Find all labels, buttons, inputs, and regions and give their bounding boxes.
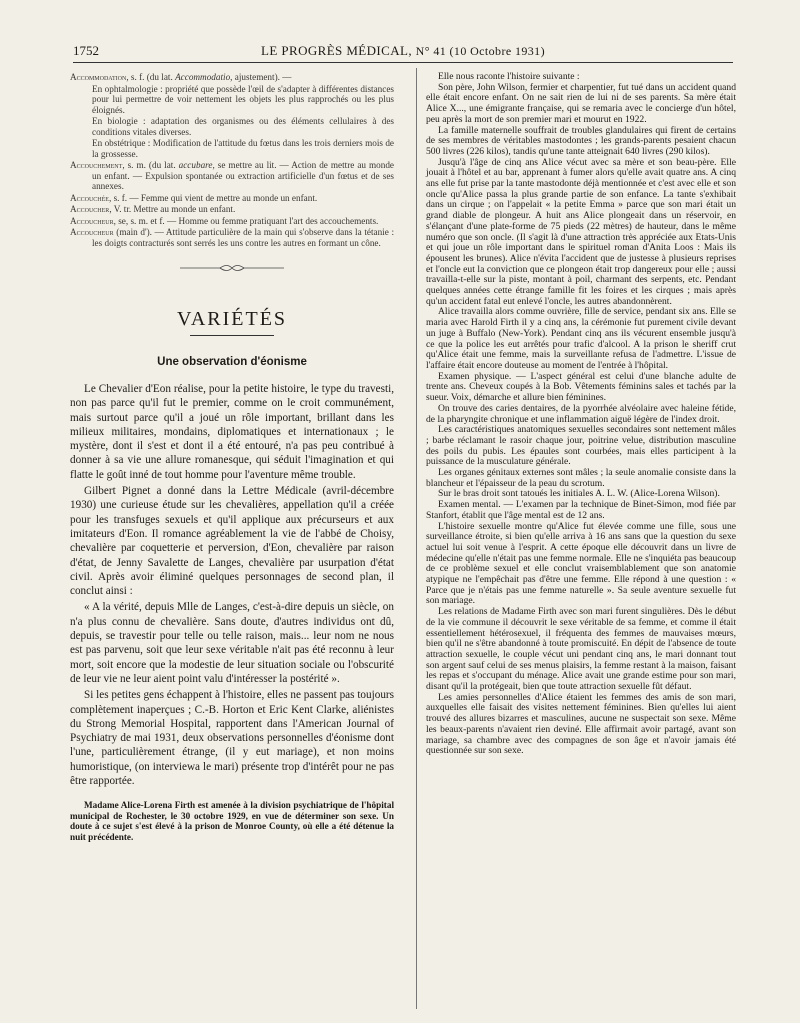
dictionary-entry bbox=[70, 72, 394, 83]
ornament-divider bbox=[70, 261, 394, 275]
entry-term: Accouchement bbox=[70, 160, 123, 170]
article-body-left bbox=[70, 382, 394, 788]
page-number: 1752 bbox=[73, 43, 99, 58]
article-paragraph: Examen physique. — L'aspect général est celui d'une blanche adulte de trente ans. Cheveux coupés à la Bob. Vêtements féminins sales et tachés par la sueur. Voix, démarche et allure bien féminines. bbox=[426, 370, 736, 404]
right-column bbox=[426, 72, 736, 757]
page-header bbox=[73, 43, 733, 61]
subentry-text: En ophtalmologie : propriété que possède l'œil de s'adapter à différentes distances pour lui permettre de voir nettement les objets les plus rapprochés ou les plus éloignés. bbox=[92, 83, 394, 115]
dictionary-subentry bbox=[70, 138, 394, 159]
entry-term: Accommodation bbox=[70, 72, 127, 82]
dictionary-subentry bbox=[70, 84, 394, 116]
article-paragraph: Si les petites gens échappent à l'histoire, elles ne passent pas toujours complètement inaperçues ; C.-B. Horton et Eric Kent Clarke, aliénistes du Strong Memorial Hospital, rapportent dans l'American Journal of Psychiatry de mai 1931, deux observations personnelles d'éonisme dont l'une, particulièrement étrange, (il y eut mariage), et non moins humoristique, (on interviewa le mari) présente trop d'intérêt pour ne pas être rapportée. bbox=[70, 689, 394, 788]
subentry-text: En obstétrique : Modification de l'attitude du fœtus dans les trois derniers mois de la grossesse. bbox=[92, 138, 394, 159]
running-title: LE PROGRÈS MÉDICAL, bbox=[261, 43, 412, 58]
article-paragraph: On trouve des caries dentaires, de la pyorrhée alvéolaire avec haleine fétide, de la pharyngite chronique et une inflammation aiguë légère de l'index droit. bbox=[426, 402, 736, 425]
entry-grammar: (main d'). — bbox=[113, 227, 166, 237]
case-intro bbox=[70, 800, 394, 842]
entry-definition: Femme qui vient de mettre au monde un enfant. bbox=[140, 192, 318, 203]
dictionary-entry bbox=[70, 160, 394, 192]
article-paragraph: Elle nous raconte l'histoire suivante : bbox=[438, 71, 580, 82]
entry-term: Accouchée bbox=[70, 192, 109, 203]
article-paragraph: Les amies personnelles d'Alice étaient les femmes des amis de son mari, auxquelles elle faisait des visites nettement féminines. Bien qu'elles lui aient trouvé des allures bizarres et masculines, aucune ne suspectait son sexe. Même les beaux-parents n'avaient rien deviné. Elle affirmait avoir partagé, avant son mariage, sa chambre avec des compagnes de son âge et n'avoir jamais été questionnée sur son sexe. bbox=[426, 691, 736, 757]
header-rule bbox=[73, 62, 733, 63]
entry-term: Accoucher bbox=[70, 204, 110, 214]
subentry-text: En biologie : adaptation des organismes ou des éléments cellulaires à des conditions vitales diverses. bbox=[92, 116, 394, 137]
article-paragraph: Alice travailla alors comme ouvrière, fille de service, pendant six ans. Elle se maria avec Harold Firth il y a cinq ans, la cérémonie fut purement civile devant un juge à Buffalo (New-York). Pendant cinq ans ils vécurent ensemble jusqu'à ce que la police les eut arrêtés pour trafic d'alcool. A la prison le sheriff crut qu'Alice était une femme, mais la surveillante refusa de l'admettre. L'issue de l'affaire était encore douteuse au moment de l'entrée à l'hôpital. bbox=[426, 306, 736, 371]
dictionary-subentry bbox=[70, 116, 394, 137]
article-paragraph: Les caractéristiques anatomiques sexuelles secondaires sont nettement mâles ; barbe réclamant le rasoir chaque jour, poitrine velue, distribution masculine des poils du pubis. Les épaules sont courbées, mais elles participent à la puissance de la musculature générale. bbox=[426, 424, 736, 468]
dictionary-entry bbox=[70, 227, 394, 248]
dictionary-entries bbox=[70, 72, 394, 248]
entry-term: Accoucheur bbox=[70, 215, 114, 226]
dictionary-entry bbox=[70, 216, 394, 227]
article-paragraph: Les organes génitaux externes sont mâles ; la seule anomalie consiste dans la blancheur et l'épaisseur de la peau du scrotum. bbox=[426, 467, 736, 489]
article-paragraph: Les relations de Madame Firth avec son mari furent singulières. Dès le début de la vie commune il découvrit le sexe véritable de sa femme, et comme il était essentiellement hétérosexuel, il fréquenta des femmes de mauvaises mœurs, bien qu'il ne s'être abandonné à toute promiscuité. En dépit de l'absence de toute attraction sexuelle, le couple vécut uni pendant cinq ans, le mari donnant tout son argent sauf celui de ses menus plaisirs, la femme restant à la maison, faisant les repas et s'occupant du ménage. Alice avait une grande estime pour son mari, disant qu'il la protégeait, bien que toute attraction sexuelle fût défaut. bbox=[426, 606, 736, 693]
article-paragraph: Sur le bras droit sont tatoués les initiales A. L. W. (Alice-Lorena Wilson). bbox=[438, 488, 720, 500]
entry-etymology: Accommodatio, bbox=[175, 72, 235, 82]
dictionary-entry bbox=[70, 193, 394, 204]
entry-grammar: , s. m. (du lat. bbox=[122, 160, 179, 170]
article-paragraph: Examen mental. — L'examen par la technique de Binet-Simon, mod fiée par Stanfort, établit que l'âge mental est de 12 ans. bbox=[426, 499, 736, 521]
article-paragraph: La famille maternelle souffrait de troubles glandulaires qui firent de certains de ses membres de véritables mastodontes ; les grands-parents pesaient chacun 500 livres (226 kilos), tandis qu'une tante atteignait 640 livres (290 kilos). bbox=[426, 124, 736, 157]
issue-date: N° 41 (10 Octobre 1931) bbox=[415, 44, 545, 58]
article-paragraph: Gilbert Pignet a donné dans la Lettre Médicale (avril-décembre 1930) une curieuse étude sur les chevalières, appellation qu'il a créée pour les transfuges sexuels et qu'il applique aux précurseurs et aux imitateurs d'Eon. Il romance agréablement la vie de l'abbé de Choisy, chevalière par coquetterie et perversion, d'Eon, chevalière par raison d'état, de Jenny Savalette de Langes, chevalière par usurpation d'état civil. Après avoir éliminé quelques personnages de second plan, il conclut ainsi : bbox=[70, 485, 394, 598]
entry-grammar: , s. f. (du lat. bbox=[126, 72, 176, 82]
section-title: VARIÉTÉS bbox=[176, 308, 288, 330]
article-paragraph: Son père, John Wilson, fermier et charpentier, fut tué dans un accident quand elle était encore enfant. On ne sait rien de lui ni de ses parents. Sa mère était Alice X..., une émigrante française, qui se remaria avec le concierge d'un hôtel, peu après la mort de son premier mari et mourut en 1922. bbox=[426, 81, 736, 125]
entry-definition: ajustement). — bbox=[234, 72, 292, 82]
article-body-right bbox=[426, 72, 736, 757]
entry-definition: Attitude particulière de la main qui s'observe dans la tétanie : les doigts contracturés sont serrés les uns contre les autres en formant un cône. bbox=[92, 227, 394, 248]
article-paragraph: L'histoire sexuelle montre qu'Alice fut élevée comme une fille, sous une surveillance étroite, si bien qu'elle arriva à 16 ans sans que la question du sexe actuel lui soit venue à l'esprit. A cette époque elle découvrit dans un livre de médecine qu'elle n'était pas une femme normale. Elle ne s'inquiéta pas beaucoup de ce problème sexuel et elle conclut vraisemblablement que son anatomie atypique ne l'empêchait pas d'être une femme. Elle répond à une question : « Parce que je n'étais pas une femme naturelle ». Sa seule aventure sexuelle fut son mariage. bbox=[426, 520, 736, 607]
left-column bbox=[70, 72, 394, 842]
running-title-line bbox=[73, 43, 733, 59]
article-paragraph: Le Chevalier d'Eon réalise, pour la petite histoire, le type du travesti, non pas parce qu'il fut le premier, comme on le croit communément, mais surtout parce qu'il a joué un rôle important, brillant dans les milieux militaires, mondains, diplomatiques et internationaux ; le mystère, dont il s'est et dont il a été entouré, n'a pas peu contribué à donner à sa vie une allure romanesque, qui séduit l'imagination et qui flatte le goût inné de tout homme pour l'aventure même trouble. bbox=[70, 383, 394, 481]
entry-grammar: , se, s. m. et f. — bbox=[113, 215, 179, 226]
entry-definition: Homme ou femme pratiquant l'art des accouchements. bbox=[178, 215, 379, 226]
entry-etymology: accubare, bbox=[178, 160, 218, 170]
entry-definition: se mettre au lit. — Action de mettre au monde un enfant. — Expulsion spontanée ou extraction artificielle d'un fœtus et de ses annexes. bbox=[92, 160, 394, 191]
dictionary-entry bbox=[70, 204, 394, 215]
entry-grammar: , s. f. — bbox=[108, 192, 141, 203]
article-title: Une observation d'éonisme bbox=[157, 356, 307, 368]
section-title-rule bbox=[190, 335, 274, 336]
case-intro-paragraph: Madame Alice-Lorena Firth est amenée à la division psychiatrique de l'hôpital municipal de Rochester, le 30 octobre 1929, en vue de déterminer son sexe. Un doute à ce sujet s'est élevé à la prison de Monroe County, où elle a été détenue la nuit précédente. bbox=[70, 800, 394, 842]
entry-definition: Mettre au monde un enfant. bbox=[133, 204, 236, 214]
entry-grammar: , V. tr. bbox=[109, 204, 134, 214]
entry-term: Accoucheur bbox=[70, 227, 114, 237]
column-divider bbox=[416, 68, 417, 1009]
article-paragraph: « A la vérité, depuis Mlle de Langes, c'est-à-dire depuis un siècle, on n'a plus connu de chevalière. Sans doute, d'autres individus ont dû, depuis, se travestir pour telle ou telle raison, mais... leur nom ne nous est pas parvenu, soit que leur sexe véritable n'ait pas été reconnu à leur mort, soit encore que la modestie de leur situation sociale ou l'obscurité de leur vie ne leur aient point valu d'intéresser la postérité ». bbox=[70, 601, 394, 685]
article-paragraph: Jusqu'à l'âge de cinq ans Alice vécut avec sa mère et son beau-père. Elle jouait à l'hôtel et au bar, apprenant à fumer alors qu'elle avait quatre ans. A cinq ans elle fut prise par la tante mastodonte déjà mentionnée et c'est avec elle et son oncle qu'Alice passa la plus grande partie de son enfance. La tante s'exhibait dans un cirque ; on l'appelait « la petite Emma » parce que son mari était un grand diable de plongeur. A huit ans Alice plongeait dans un réservoir, en s'élançant d'une plate-forme de 75 pieds (22 mètres) de hauteur, dans le même numéro que son oncle. (Il s'agit là d'une attraction très appréciée aux Etats-Unis et qui joue un rôle important dans le spirituel roman d'Anita Loos : Mais ils épousent les brunes). Alice n'évita l'accident que de justesse à plusieurs reprises et l'oncle eut la conviction que ce plongeon était trop dangereux pour elle ; aussi travailla-t-elle sur la piste, montant à poil, charmant des serpents, etc. Pendant quelques années cette étrange famille fit les foires et les cirques ; mais après qu'un accident fatal eut enlevé l'oncle, les autres abandonnèrent. bbox=[426, 156, 736, 307]
